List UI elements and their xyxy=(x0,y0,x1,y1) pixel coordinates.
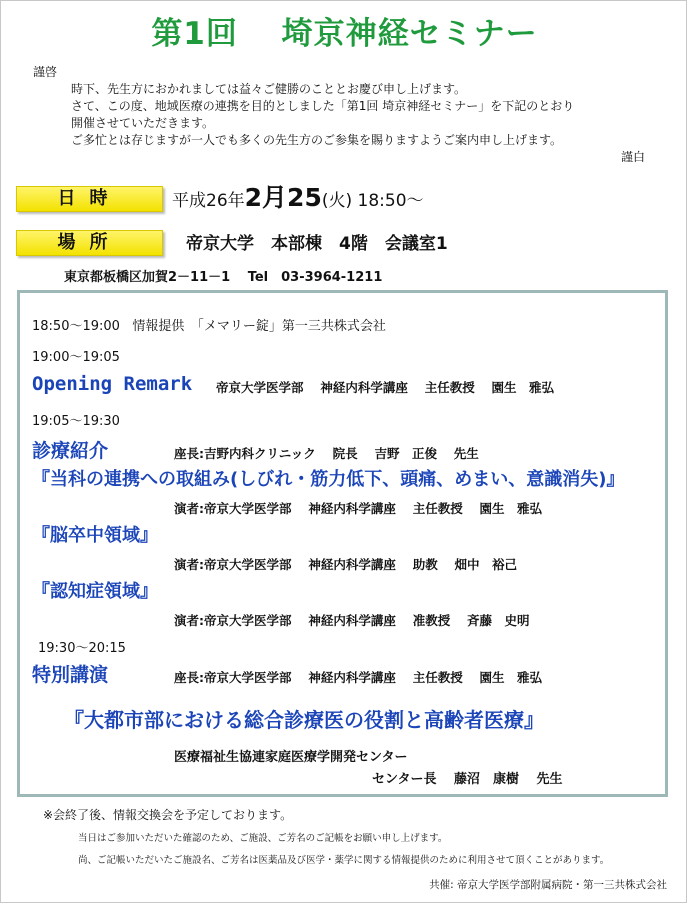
venue-name: 帝京大学 本部棟 4階 会議室1 xyxy=(186,234,448,254)
footer-small-1: 当日はご参加いただいた確認のため、ご施設、ご芳名のご記帳をお願い申し上げます。 xyxy=(78,833,448,844)
letter-salutation: 謹啓 xyxy=(33,65,58,79)
slot3-heading: 診療紹介 xyxy=(32,440,109,462)
letter-line-2: さて、この度、地域医療の連携を目的としました「第1回 埼京神経セミナー」を下記のとおり xyxy=(71,99,575,113)
datetime-label: 日時 xyxy=(16,186,163,212)
venue-address: 東京都板橋区加賀2－11－1 Tel 03-3964-1211 xyxy=(64,270,383,285)
slot1-line xyxy=(32,315,386,334)
datetime-day: 25 xyxy=(287,183,322,212)
slot3-time: 19:05～19:30 xyxy=(32,414,120,429)
talk1-speaker: 演者:帝京大学医学部 神経内科学講座 主任教授 園生 雅弘 xyxy=(174,501,543,516)
footer-note: ※会終了後、情報交換会を予定しております。 xyxy=(43,808,293,822)
slot1-time: 18:50～19:00 xyxy=(32,319,120,334)
slot4-time: 19:30～20:15 xyxy=(38,641,126,656)
lecture-affiliation: 医療福祉生協連家庭医療学開発センター xyxy=(174,750,408,765)
talk3-title: 『認知症領域』 xyxy=(32,581,158,602)
letter-line-1: 時下、先生方におかれましては益々ご健勝のこととお慶び申し上げます。 xyxy=(71,82,467,96)
slot1-text: 情報提供 「メマリー錠」第一三共株式会社 xyxy=(132,319,386,334)
letter-closing: 謹白 xyxy=(620,150,645,164)
slot4-chair: 座長:帝京大学医学部 神経内科学講座 主任教授 園生 雅弘 xyxy=(174,670,543,685)
page-title: 第1回 埼京神経セミナー xyxy=(151,16,538,52)
footer-small-2: 尚、ご記帳いただいたご施設名、ご芳名は医薬品及び医学・薬学に関する情報提供のために利用させて頂くことがあります。 xyxy=(78,855,610,866)
datetime-weekday: (火) xyxy=(321,191,353,211)
invitation-letter xyxy=(33,64,645,166)
letter-line-4: ご多忙とは存じますが一人でも多くの先生方のご参集を賜りますようご案内申し上げます。 xyxy=(71,133,563,147)
talk2-title: 『脳卒中領域』 xyxy=(32,525,158,546)
slot4-heading: 特別講演 xyxy=(32,664,109,686)
talk3-speaker: 演者:帝京大学医学部 神経内科学講座 准教授 斉藤 史明 xyxy=(174,613,530,628)
slot2-heading: Opening Remark xyxy=(32,373,193,395)
datetime-time: 18:50～ xyxy=(357,191,424,211)
sponsor-line: 共催: 帝京大学医学部附属病院・第一三共株式会社 xyxy=(429,879,667,891)
slot2-time: 19:00～19:05 xyxy=(32,350,120,365)
talk2-speaker: 演者:帝京大学医学部 神経内科学講座 助教 畑中 裕己 xyxy=(174,557,518,572)
venue-label: 場所 xyxy=(16,230,163,256)
datetime-era: 平成26年 xyxy=(172,191,245,211)
datetime-value xyxy=(172,178,424,214)
lecture-title: 『大都市部における総合診療医の役割と高齢者医療』 xyxy=(64,708,544,732)
lecture-speaker: センター長 藤沼 康樹 先生 xyxy=(372,772,563,787)
slot3-chair: 座長:吉野内科クリニック 院長 吉野 正俊 先生 xyxy=(174,446,479,461)
slot2-speaker: 帝京大学医学部 神経内科学講座 主任教授 園生 雅弘 xyxy=(216,380,555,395)
program-box xyxy=(17,290,668,797)
letter-line-3: 開催させていただきます。 xyxy=(71,116,215,130)
talk1-title: 『当科の連携への取組み(しびれ・筋力低下、頭痛、めまい、意識消失)』 xyxy=(32,469,625,490)
datetime-month: 2月 xyxy=(244,183,288,212)
